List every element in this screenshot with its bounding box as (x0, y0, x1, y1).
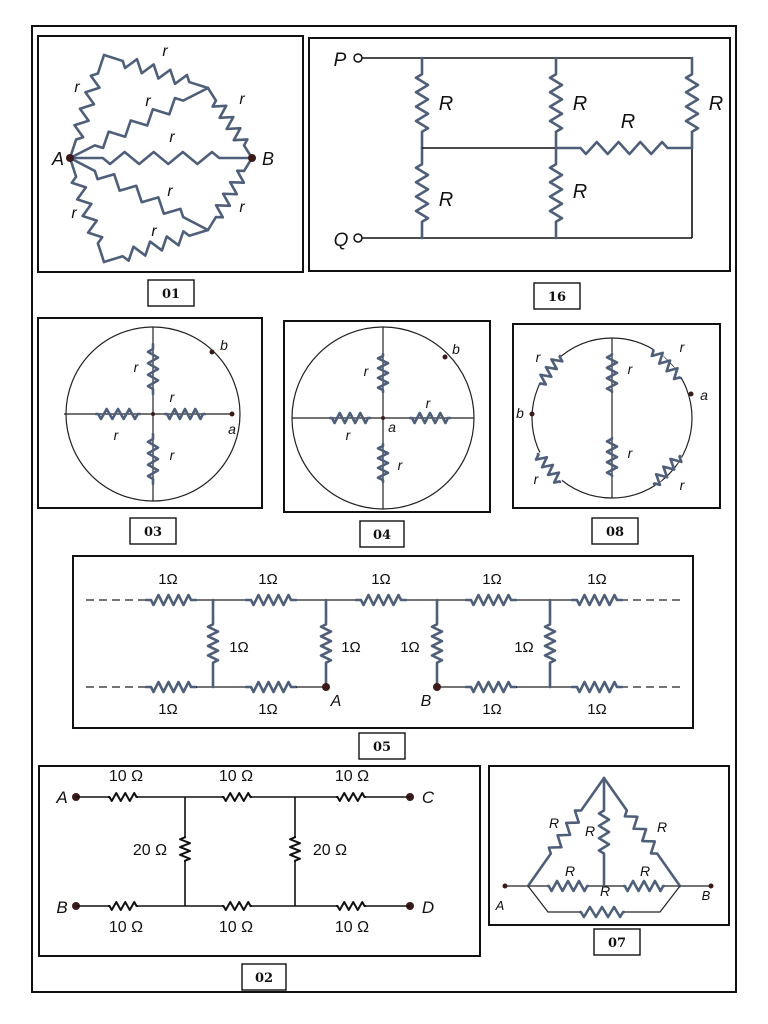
node-a-dot (322, 683, 330, 691)
resistor-10-label: 10 Ω (108, 768, 144, 785)
resistor-label: 1Ω (158, 701, 178, 718)
resistor-label: 1Ω (482, 571, 502, 588)
resistor-label: r (169, 447, 175, 463)
point-b-dot (443, 355, 448, 360)
resistor-middle (70, 152, 252, 164)
resistor-20-left (180, 836, 190, 862)
resistor-10-label: 10 Ω (108, 919, 144, 936)
resistor-label: 1Ω (514, 639, 534, 656)
resistor-label: R (639, 863, 651, 879)
node-b-label: B (261, 149, 275, 169)
point-a-label: a (388, 419, 396, 435)
point-b-label: b (220, 337, 228, 353)
resistor-label: R (438, 189, 454, 211)
center-node (151, 412, 155, 416)
point-b-dot (210, 350, 215, 355)
resistor-10-label: 10 Ω (334, 768, 370, 785)
center-node (381, 416, 385, 420)
resistor-label: 1Ω (158, 571, 178, 588)
figure-tag-03: 03 (143, 525, 163, 540)
resistor-vertical (545, 600, 555, 687)
node-b-label: B (56, 898, 68, 917)
resistor-lower (580, 907, 624, 917)
resistor-label: 1Ω (587, 571, 607, 588)
resistor-bottom (146, 682, 196, 692)
resistor-label: R (548, 815, 560, 831)
resistor-label: 1Ω (482, 701, 502, 718)
resistor-vertical (432, 600, 442, 687)
figure-tag-07: 07 (607, 936, 627, 951)
resistor-middle-right (556, 142, 692, 154)
figure-tag-08: 08 (605, 525, 625, 540)
resistor-lower-right (208, 158, 252, 230)
point-a-label: a (700, 387, 708, 403)
resistor-label: r (627, 445, 633, 461)
node-a-label: A (495, 898, 505, 913)
figure-tag-02: 02 (254, 971, 274, 986)
resistor-label: R (656, 819, 668, 835)
resistor-label: r (169, 129, 175, 146)
resistor-10-bottom (108, 902, 138, 910)
resistor-label: r (363, 363, 369, 379)
resistor-label: r (71, 205, 77, 222)
resistor-center (599, 778, 609, 886)
figure-tag-16: 16 (547, 290, 567, 305)
resistor-col1-bottom (416, 148, 428, 238)
resistor-label: R (572, 181, 588, 203)
resistor-10-label: 10 Ω (334, 919, 370, 936)
resistor-col1-top (416, 58, 428, 148)
point-b-label: b (516, 405, 524, 421)
resistor-col3-top (686, 58, 698, 148)
resistor-label: r (533, 471, 539, 487)
resistor-label: r (239, 91, 245, 108)
resistor-10-top (336, 793, 366, 801)
resistor-10-bottom (222, 902, 252, 910)
resistor-label: R (438, 93, 454, 115)
resistor-label: r (133, 359, 139, 375)
resistor-bottom (246, 682, 296, 692)
resistor-label: R (599, 883, 611, 899)
figure-16-panel (309, 38, 730, 271)
resistor-10-top (222, 793, 252, 801)
resistor-10-label: 10 Ω (218, 919, 254, 936)
terminal-p-label: P (333, 50, 347, 71)
resistor-upper-right (208, 88, 252, 158)
node-a-label: A (56, 788, 68, 807)
resistor-label: r (74, 79, 80, 96)
resistor-bottom (466, 682, 516, 692)
resistor-label: R (564, 863, 576, 879)
node-a-dot (66, 154, 74, 162)
resistor-20-label: 20 Ω (312, 842, 348, 859)
resistor-label: r (679, 477, 685, 493)
resistor-top (356, 595, 406, 605)
resistor-label: r (679, 339, 685, 355)
figure-tag-05: 05 (372, 740, 392, 755)
resistor-10-top (108, 793, 138, 801)
figure-tag-01: 01 (161, 287, 181, 302)
node-a-label: A (51, 149, 65, 169)
resistor-label: 1Ω (400, 639, 420, 656)
resistor-label: r (345, 427, 351, 443)
figure-03-panel (38, 318, 262, 508)
node-d-label: D (421, 898, 435, 917)
resistor-label: r (627, 361, 633, 377)
resistor-label: r (151, 223, 157, 240)
resistor-col2-bottom (550, 148, 562, 238)
resistor-col2-top (550, 58, 562, 148)
point-a-dot (230, 412, 235, 417)
resistor-vertical (208, 600, 218, 687)
node-b-label: B (701, 888, 711, 903)
terminal-p (354, 54, 362, 62)
resistor-label: R (572, 93, 588, 115)
resistor-top (246, 595, 296, 605)
figure-02-panel (39, 766, 480, 956)
node-b-dot (248, 154, 256, 162)
resistor-label: R (708, 93, 724, 115)
node-b-dot (433, 683, 441, 691)
point-a-dot (689, 392, 694, 397)
resistor-label: r (169, 389, 175, 405)
resistor-top (466, 595, 516, 605)
point-b-label: b (452, 341, 460, 357)
resistor-10-label: 10 Ω (218, 768, 254, 785)
point-b-dot (530, 412, 535, 417)
resistor-label: 1Ω (587, 701, 607, 718)
node-a-label: A (330, 693, 342, 710)
resistor-label: 1Ω (258, 571, 278, 588)
node-c-label: C (421, 788, 435, 807)
resistor-label: 1Ω (258, 701, 278, 718)
terminal-q-label: Q (333, 230, 349, 251)
resistor-label: 1Ω (371, 571, 391, 588)
resistor-label: r (113, 427, 119, 443)
resistor-top (104, 55, 208, 88)
resistor-label: 1Ω (341, 639, 361, 656)
resistor-label: r (425, 395, 431, 411)
node-b-label: B (420, 693, 432, 710)
resistor-20-label: 20 Ω (132, 842, 168, 859)
figure-08-panel (513, 324, 720, 508)
resistor-label: r (145, 93, 151, 110)
resistor-top (146, 595, 196, 605)
resistor-label: R (620, 111, 636, 133)
figure-tag-04: 04 (372, 528, 392, 543)
resistor-20-right (290, 836, 300, 862)
resistor-label: r (397, 457, 403, 473)
terminal-q (354, 234, 362, 242)
resistor-10-bottom (336, 902, 366, 910)
resistor-label: 1Ω (229, 639, 249, 656)
resistor-label: r (167, 183, 173, 200)
resistor-label: r (162, 43, 168, 60)
resistor-bottom (572, 682, 622, 692)
resistor-label: r (239, 199, 245, 216)
resistor-top (572, 595, 622, 605)
resistor-label: R (584, 823, 596, 839)
node-a-dot (503, 884, 508, 889)
point-a-label: a (228, 421, 236, 437)
resistor-vertical (321, 600, 331, 687)
resistor-upper-left (70, 55, 104, 158)
resistor-label: r (535, 349, 541, 365)
